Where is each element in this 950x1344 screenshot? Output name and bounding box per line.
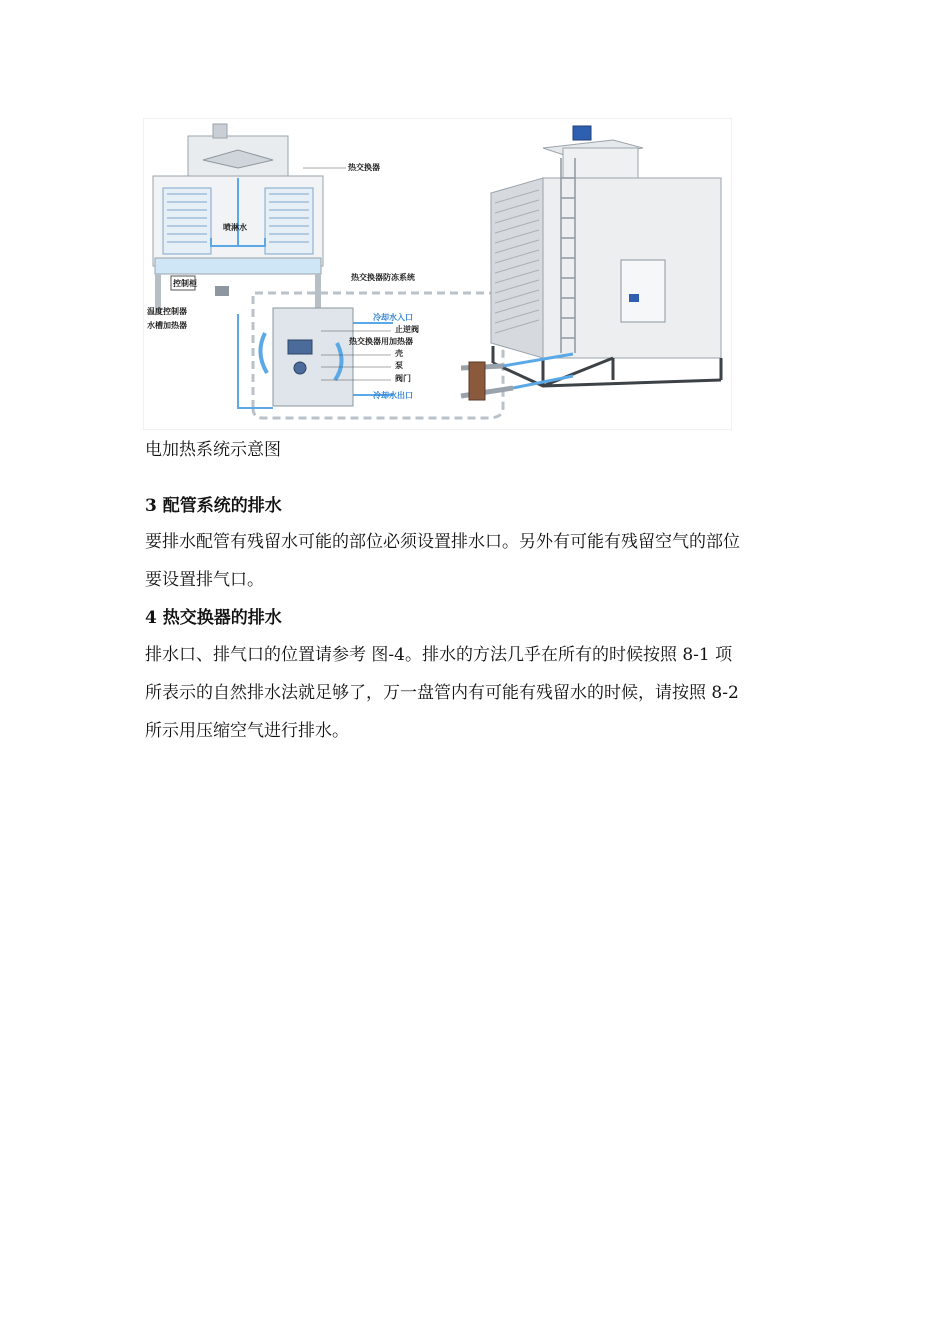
section4-heading: 4 热交换器的排水: [145, 608, 282, 628]
section4-line-1: 排水口、排气口的位置请参考 图-4。排水的方法几乎在所有的时候按照 8-1 项: [145, 645, 733, 665]
pump-label: 泵: [395, 361, 403, 370]
exchanger-heater-label: 热交换器用加热器: [349, 337, 413, 346]
cooling-water-in-label: 冷却水入口: [373, 313, 413, 322]
valve-label: 阀门: [395, 374, 411, 383]
section4-line-2: 所表示的自然排水法就足够了，万一盘管内有可能有残留水的时候，请按照 8-2: [145, 683, 739, 703]
antifreeze-system-label: 热交换器防冻系统: [351, 273, 415, 282]
section3-heading: 3 配管系统的排水: [145, 496, 282, 516]
temp-controller-label: 温度控制器: [147, 307, 187, 316]
shell-label: 壳: [395, 349, 403, 358]
spray-water-label: 喷淋水: [223, 223, 247, 232]
section4-paragraph: [145, 636, 807, 750]
section4-line-3: 所示用压缩空气进行排水。: [145, 721, 349, 741]
section3-paragraph: [145, 523, 807, 599]
heating-system-diagram: [143, 118, 732, 430]
cooling-water-out-label: 冷却水出口: [373, 391, 413, 400]
heating-system-figure: [143, 118, 732, 430]
check-valve-label: 止逆阀: [395, 325, 419, 334]
section3-line-1: 要排水配管有残留水可能的部位必须设置排水口。另外有可能有残留空气的部位: [145, 532, 740, 552]
figure-caption: 电加热系统示意图: [145, 440, 281, 460]
heat-exchanger-label: 热交换器: [348, 163, 380, 172]
tank-heater-label: 水槽加热器: [147, 321, 187, 330]
control-box-label: 控制柜: [173, 279, 197, 288]
section3-line-2: 要设置排气口。: [145, 570, 264, 590]
